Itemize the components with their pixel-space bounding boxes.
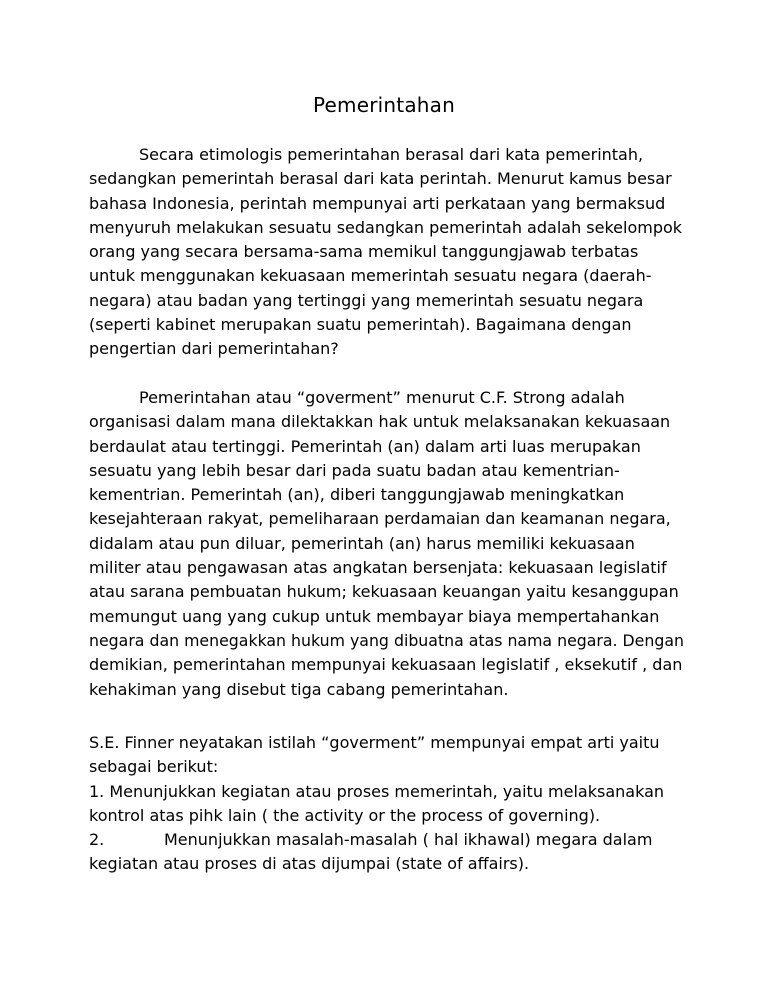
text-line: atau sarana pembuatan hukum; kekuasaan keuangan yaitu kesanggupan [89,582,679,602]
text-line: Secara etimologis pemerintahan berasal dari kata pemerintah, [139,145,644,164]
text-line: untuk menggunakan kekuasaan memerintah sesuatu negara (daerah- [89,266,652,286]
text-line: pengertian dari pemerintahan? [89,339,339,359]
text-line: bahasa Indonesia, perintah mempunyai arti perkataan yang bermaksud [89,193,666,213]
text-line: kehakiman yang disebut tiga cabang pemerintahan. [89,679,509,699]
list-item-text: Menunjukkan masalah-masalah ( hal ikhawal) megara dalam [164,830,653,850]
text-line: kementrian. Pemerintah (an), diberi tanggungjawab meningkatkan [89,485,625,505]
text-line: orang yang secara bersama-sama memikul tanggungjawab terbatas [89,242,639,262]
text-line: kontrol atas pihk lain ( the activity or the process of governing). [89,805,601,825]
text-line: sesuatu yang lebih besar dari pada suatu badan atau kementrian- [89,460,620,480]
text-line: sebagai berikut: [89,757,219,777]
text-line: didalam atau pun diluar, pemerintah (an) harus memiliki kekuasaan [89,533,635,553]
text-line: memungut uang yang cukup untuk membayar biaya mempertahankan [89,606,660,626]
document-title: Pemerintahan [313,93,455,117]
text-line: kegiatan atau proses di atas dijumpai (state of affairs). [89,854,530,874]
text-line: sedangkan pemerintah berasal dari kata perintah. Menurut kamus besar [89,169,672,189]
paragraph-etimologi [89,143,689,362]
text-line: organisasi dalam mana dilektakkan hak untuk melaksanakan kekuasaan [89,412,671,432]
text-line: S.E. Finner neyatakan istilah “goverment” mempunyai empat arti yaitu [89,733,660,752]
text-line: militer atau pengawasan atas angkatan bersenjata: kekuasaan legislatif [89,558,667,578]
list-number: 2. [89,830,105,850]
list-item: 1. Menunjukkan kegiatan atau proses memerintah, yaitu melaksanakan [89,781,665,801]
text-line: kesejahteraan rakyat, pemeliharaan perdamaian dan keamanan negara, [89,509,671,529]
text-line: (seperti kabinet merupakan suatu pemerintah). Bagaimana dengan [89,315,632,335]
text-line: berdaulat atau tertinggi. Pemerintah (an) dalam arti luas merupakan [89,436,641,456]
paragraph-strong [89,386,689,702]
list-item [89,828,689,852]
text-line: negara dan menegakkan hukum yang dibuatna atas nama negara. Dengan [89,630,684,650]
paragraph-finner [89,731,689,877]
text-line: negara) atau badan yang tertinggi yang memerintah sesuatu negara [89,290,644,310]
text-line: Pemerintahan atau “goverment” menurut C.F. Strong adalah [139,388,625,407]
text-line: menyuruh melakukan sesuatu sedangkan pemerintah adalah sekelompok [89,217,683,237]
text-line: demikian, pemerintahan mempunyai kekuasaan legislatif , eksekutif , dan [89,655,683,675]
